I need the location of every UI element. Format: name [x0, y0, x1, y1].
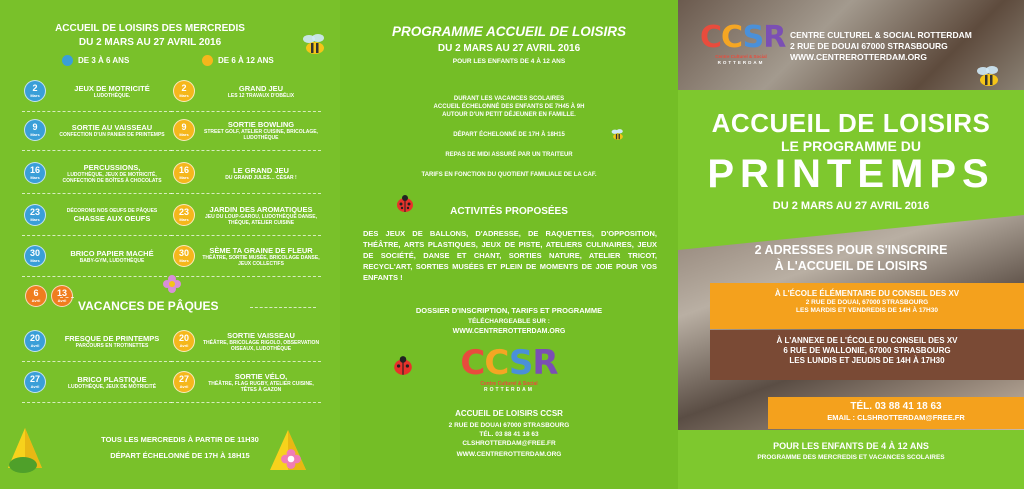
date-day: 27: [29, 374, 40, 384]
date-day: 6: [33, 288, 39, 298]
activity-desc: STREET GOLF, ATELIER CUISINE, BRICOLAGE, LUDOTHÈQUE: [204, 128, 318, 141]
info-line: AUTOUR D'UN PETIT DÉJEUNER EN FAMILLE.: [442, 112, 576, 118]
center-address: 2 RUE DE DOUAI 67000 STRASBOURG: [790, 41, 948, 51]
logo-subtitle: Centre Culturel & Social: [480, 381, 538, 387]
activity-name: GRAND JEU: [238, 83, 284, 93]
date-badge: [24, 162, 46, 184]
activity-item: [173, 371, 321, 393]
bee-icon: [300, 32, 330, 58]
activity-item: [173, 162, 321, 184]
date-badge: [24, 119, 46, 141]
date-day: 23: [178, 207, 189, 217]
center-name: CENTRE CULTUREL & SOCIAL ROTTERDAM: [790, 30, 972, 40]
activity-item: [173, 204, 321, 226]
bee-icon: [974, 64, 1004, 90]
address-box-2: [710, 330, 1024, 380]
address-email[interactable]: CLSHROTTERDAM@FREE.FR: [462, 440, 556, 447]
date-badge: [173, 245, 195, 267]
address-line: 2 RUE DE DOUAI 67000 STRASBOURG: [448, 422, 570, 429]
divider: [22, 402, 172, 403]
date-day: 2: [32, 83, 38, 93]
activity-desc: LUDOTHÈQUE, JEUX DE MOTRICITÉ, CONFECTION DE BOÎTES À CHOCOLATS: [62, 171, 162, 184]
divider: [171, 276, 321, 277]
date-badge: [24, 204, 46, 226]
activity-desc: JEU DU LOUP-GAROU, LUDOTHÈQUE DANSE, THÉQUE, ATELIER CUISINE: [205, 213, 317, 226]
address-box-1: [710, 283, 1024, 329]
mercredis-title-line1: ACCUEIL DE LOISIRS DES MERCREDIS: [55, 23, 245, 34]
activity-name: SÈME TA GRAINE DE FLEUR: [209, 245, 313, 255]
activity-desc: DU GRAND JULES… CÉSAR !: [225, 174, 297, 181]
date-month: Mars: [30, 175, 40, 180]
date-day: 16: [178, 165, 189, 175]
divider: [22, 150, 172, 151]
yellow-dot-icon: [202, 55, 213, 66]
date-day: 30: [178, 248, 189, 258]
dossier-url[interactable]: WWW.CENTREROTTERDAM.ORG: [452, 328, 566, 335]
ccsr-logo: [340, 345, 678, 393]
activity-desc: PARCOURS EN TROTINETTES: [75, 342, 149, 349]
activity-name: SORTIE VAISSEAU: [227, 330, 295, 340]
age-right-label: DE 6 À 12 ANS: [218, 56, 274, 65]
addr1-street: 2 RUE DE DOUAI, 67000 STRASBOURG: [805, 299, 929, 306]
date-month: Mars: [30, 217, 40, 222]
date-month: Avril: [30, 384, 40, 389]
date-day: 27: [178, 374, 189, 384]
mercredis-title: [0, 22, 300, 50]
activity-item: [24, 371, 172, 393]
activity-name: JEUX DE MOTRICITÉ: [74, 83, 150, 93]
address-title: ACCUEIL DE LOISIRS CCSR: [455, 409, 563, 418]
contact-email[interactable]: EMAIL : CLSHROTTERDAM@FREE.FR: [827, 413, 965, 422]
inscription-line1: 2 ADRESSES POUR S'INSCRIRE: [754, 243, 948, 257]
divider: [171, 111, 321, 112]
addr1-hours: LES MARDIS ET VENDREDIS DE 14H À 17H30: [796, 307, 938, 314]
cover-title: ACCUEIL DE LOISIRS: [711, 108, 991, 138]
divider: [171, 193, 321, 194]
inscription-line2: À L'ACCUEIL DE LOISIRS: [774, 259, 928, 273]
divider: [22, 361, 172, 362]
date-month: Mars: [30, 93, 40, 98]
date-badge: [24, 371, 46, 393]
divider: [171, 235, 321, 236]
date-day: 30: [29, 248, 40, 258]
tarifs-line: TARIFS EN FONCTION DU QUOTIENT FAMILIALE DE LA CAF.: [421, 172, 597, 178]
activity-pre: DÉCORONS NOS OEUFS DE PÂQUES: [66, 207, 158, 214]
date-badge: [173, 330, 195, 352]
activity-name: JARDIN DES AROMATIQUES: [209, 204, 313, 214]
date-month: Mars: [179, 175, 189, 180]
activity-text: [52, 249, 172, 264]
divider: [22, 193, 172, 194]
activity-text: [201, 166, 321, 181]
cover-season: PRINTEMPS: [707, 152, 995, 196]
mercredis-hours: TOUS LES MERCREDIS À PARTIR DE 11H30: [101, 435, 259, 444]
date-month: Avril: [179, 343, 189, 348]
activity-name: SORTIE AU VAISSEAU: [71, 122, 153, 132]
dossier-title: DOSSIER D'INSCRIPTION, TARIFS ET PROGRAMME: [415, 306, 603, 315]
age-group-6-12: [202, 55, 274, 66]
date-month: Mars: [179, 258, 189, 263]
activity-item: [24, 80, 172, 102]
holiday-dates: [25, 285, 73, 307]
date-day: 2: [181, 83, 187, 93]
activity-name: BRICO PAPIER MACHÉ: [70, 248, 154, 258]
programme-title: PROGRAMME ACCUEIL DE LOISIRS: [391, 24, 626, 39]
activity-text: [201, 246, 321, 267]
activity-item: [173, 119, 321, 141]
activity-text: [52, 123, 172, 138]
date-badge: [24, 330, 46, 352]
date-badge: [25, 285, 47, 307]
divider: [60, 297, 74, 298]
activity-item: [173, 80, 321, 102]
addr2-title: À L'ANNEXE DE L'ÉCOLE DU CONSEIL DES XV: [776, 336, 958, 345]
bee-icon: [610, 128, 626, 142]
activity-desc: CONFECTION D'UN PANIER DE PRINTEMPS: [59, 131, 165, 138]
activity-desc: BABY-GYM, LUDOTHÈQUE: [79, 257, 145, 264]
date-badge: [51, 285, 73, 307]
activity-text: [201, 331, 321, 352]
activity-desc: THÉÂTRE, FLAG RUGBY, ATELIER CUISINE, TÊTES À GAZON: [208, 380, 314, 393]
logo-subtitle-2: ROTTERDAM: [484, 387, 534, 393]
activity-item: [24, 245, 172, 267]
logo-subtitle-2: ROTTERDAM: [717, 60, 765, 65]
mercredis-depart: DÉPART ÉCHELONNÉ DE 17H À 18H15: [110, 451, 250, 460]
date-badge: [173, 204, 195, 226]
activity-name: FRESQUE DE PRINTEMPS: [64, 333, 160, 343]
date-day: 9: [181, 122, 187, 132]
logo-letters: CCSR: [700, 20, 786, 55]
date-badge: [24, 245, 46, 267]
cover-program-note: PROGRAMME DES MERCREDIS ET VACANCES SCOLAIRES: [757, 454, 945, 461]
cover-date: DU 2 MARS AU 27 AVRIL 2016: [772, 200, 930, 212]
activites-title: ACTIVITÉS PROPOSÉES: [450, 206, 568, 217]
activity-desc: THÉÂTRE, BRICOLAGE RIGOLO, OBSERVATION OISEAUX, LUDOTHÈQUE: [202, 339, 320, 352]
center-website[interactable]: WWW.CENTREROTTERDAM.ORG: [790, 52, 927, 62]
contact-tel: TÉL. 03 88 41 18 63: [850, 401, 942, 412]
activity-text: [52, 208, 172, 223]
activity-text: [52, 375, 172, 390]
activity-item: [24, 162, 172, 184]
activity-text: [52, 334, 172, 349]
address-web[interactable]: WWW.CENTREROTTERDAM.ORG: [456, 451, 562, 458]
divider: [250, 307, 316, 308]
date-badge: [173, 119, 195, 141]
dossier-sub: TÉLÉCHARGEABLE SUR :: [468, 318, 550, 325]
activity-item: [173, 245, 321, 267]
date-badge: [173, 80, 195, 102]
mercredis-title-line2: DU 2 MARS AU 27 AVRIL 2016: [78, 37, 222, 48]
divider: [22, 276, 172, 277]
cover-age: POUR LES ENFANTS DE 4 À 12 ANS: [773, 441, 929, 451]
divider: [171, 402, 321, 403]
activity-name: SORTIE BOWLING: [227, 119, 295, 129]
logo-letters: CCSR: [460, 343, 558, 383]
date-month: Mars: [30, 132, 40, 137]
ladybug-icon: [392, 356, 414, 376]
date-badge: [173, 371, 195, 393]
info-line: DURANT LES VACANCES SCOLAIRES: [453, 96, 565, 102]
divider: [22, 235, 172, 236]
bush-icon: [8, 455, 38, 473]
date-day: 9: [32, 122, 38, 132]
activites-text: DES JEUX DE BALLONS, D'ADRESSE, DE RAQUETTES, D'OPPOSITION, THÉÂTRE, ARTS PLASTIQUES, JEUX DE PISTE, ATELIERS CULINAIRES, JEUX DE SOCIÉTÉ, DANSE ET CHANT, SORTIES NATURE, ATELIER TRICOT, RECYCL'ART, SORTIES MUSÉES ET PLEIN DE MOMENTS DE JOIE POUR VOS ENFANTS !: [363, 229, 657, 282]
date-month: Mars: [179, 217, 189, 222]
addr1-title: À L'ÉCOLE ÉLÉMENTAIRE DU CONSEIL DES XV: [774, 289, 960, 298]
ccsr-logo: [700, 20, 786, 66]
date-day: 23: [29, 207, 40, 217]
activity-name: CHASSE AUX OEUFS: [73, 213, 151, 223]
date-day: 13: [56, 288, 67, 298]
divider: [22, 111, 172, 112]
activity-item: [173, 330, 321, 352]
panel-cover: [678, 0, 1024, 489]
center-info: [790, 30, 972, 63]
activity-text: [201, 120, 321, 141]
age-left-label: DE 3 À 6 ANS: [78, 56, 130, 65]
logo-subtitle: Centre Culturel & Social: [715, 54, 767, 59]
activity-text: [52, 84, 172, 99]
date-month: Mars: [30, 258, 40, 263]
activity-desc: LUDOTHÈQUE, JEUX DE MOTRICITÉ: [67, 383, 157, 390]
activity-text: [201, 205, 321, 226]
date-month: Mars: [179, 132, 189, 137]
activity-name: PERCUSSIONS,: [83, 162, 141, 172]
blue-dot-icon: [62, 55, 73, 66]
addr2-street: 6 RUE DE WALLONIE, 67000 STRASBOURG: [783, 346, 951, 355]
age-group-3-6: [62, 55, 129, 66]
divider: [171, 150, 321, 151]
panel-programme: [340, 0, 678, 489]
cover-subtitle: LE PROGRAMME DU: [781, 138, 921, 154]
date-badge: [24, 80, 46, 102]
activity-text: [52, 163, 172, 184]
programme-age: POUR LES ENFANTS DE 4 À 12 ANS: [452, 58, 566, 65]
activity-name: BRICO PLASTIQUE: [77, 374, 147, 384]
inscription-heading: [678, 242, 1024, 274]
activity-desc: LUDOTHÈQUE.: [93, 92, 131, 99]
programme-subtitle: DU 2 MARS AU 27 AVRIL 2016: [437, 43, 581, 54]
activity-item: [24, 330, 172, 352]
addr2-hours: LES LUNDIS ET JEUDIS DE 14H À 17H30: [789, 356, 945, 365]
contact-box: [768, 397, 1024, 429]
activity-name: SORTIE VÉLO,: [234, 371, 288, 381]
depart-line: DÉPART ÉCHELONNÉ DE 17H À 18H15: [453, 132, 565, 138]
info-line: ACCUEIL ÉCHELONNÉ DES ENFANTS DE 7H45 À 9H: [433, 104, 585, 110]
date-month: Avril: [179, 384, 189, 389]
date-month: Avril: [30, 343, 40, 348]
flower-icon: [280, 448, 302, 470]
date-day: 16: [29, 165, 40, 175]
date-month: Avril: [31, 298, 41, 303]
activity-text: [201, 372, 321, 393]
activity-item: [24, 204, 172, 226]
activity-desc: THÉÂTRE, SORTIE MUSÉE, BRICOLAGE DANSE, JEUX COLLECTIFS: [202, 254, 320, 267]
activity-name: LE GRAND JEU: [233, 165, 289, 175]
date-day: 20: [29, 333, 40, 343]
date-month: Avril: [57, 298, 67, 303]
flower-icon: [162, 274, 182, 294]
panel-mercredis: [0, 0, 340, 489]
address-tel: TÉL. 03 88 41 18 63: [479, 431, 539, 438]
date-month: Mars: [179, 93, 189, 98]
divider: [171, 361, 321, 362]
activity-desc: LES 12 TRAVAUX D'OBÉLIX: [227, 92, 295, 99]
date-day: 20: [178, 333, 189, 343]
activity-text: [201, 84, 321, 99]
repas-line: REPAS DE MIDI ASSURÉ PAR UN TRAITEUR: [445, 152, 573, 158]
activity-item: [24, 119, 172, 141]
date-badge: [173, 162, 195, 184]
vacances-title: VACANCES DE PÂQUES: [78, 299, 219, 313]
